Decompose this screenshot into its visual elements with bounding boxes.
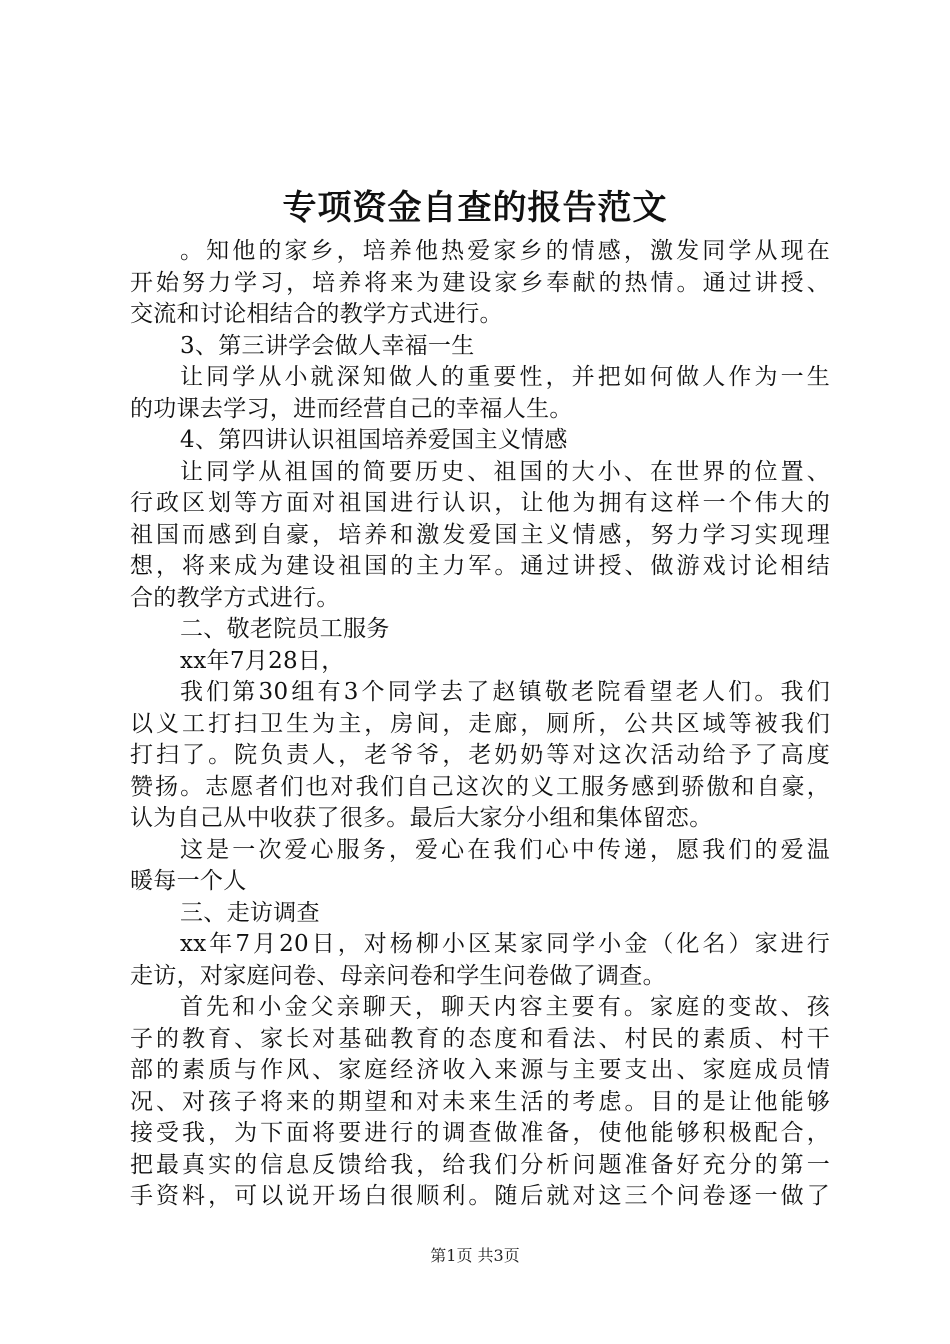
body-line: 的功课去学习，进而经营自己的幸福人生。 [130,395,573,422]
document-body [130,236,830,1213]
body-line: 走访，对家庭问卷、母亲问卷和学生问卷做了调查。 [130,962,666,989]
body-line: 接受我，为下面将要进行的调查做准备，使他能够积极配合， [130,1120,830,1146]
body-line: 让同学从祖国的简要历史、祖国的大小、在世界的位置、 [180,458,830,485]
section-heading: 二、敬老院员工服务 [180,616,390,642]
date-line: xx年7月28日， [180,647,345,674]
body-line: 合的教学方式进行。 [130,584,340,611]
body-line: 祖国而感到自豪，培养和激发爱国主义情感，努力学习实现理 [130,521,830,548]
section-heading: 3、第三讲学会做人幸福一生 [180,332,475,359]
body-line: 子的教育、家长对基础教育的态度和看法、村民的素质、村干 [130,1025,830,1052]
body-line: 首先和小金父亲聊天，聊天内容主要有。家庭的变故、孩 [180,994,830,1020]
body-line: 赞扬。志愿者们也对我们自己这次的义工服务感到骄傲和自豪， [130,773,830,800]
body-line: 手资料，可以说开场白很顺利。随后就对这三个问卷逐一做了 [130,1183,830,1209]
body-line: 。知他的家乡，培养他热爱家乡的情感，激发同学从现在 [180,238,830,264]
body-line: 开始努力学习，培养将来为建设家乡奉献的热情。通过讲授、 [130,269,830,296]
body-line: 部的素质与作风、家庭经济收入来源与主要支出、家庭成员情 [130,1057,830,1083]
body-line: 暖每一个人 [130,868,247,894]
body-line: 交流和讨论相结合的教学方式进行。 [130,301,503,327]
body-line: 想，将来成为建设祖国的主力军。通过讲授、做游戏讨论相结 [130,553,830,579]
body-line: 让同学从小就深知做人的重要性，并把如何做人作为一生 [180,364,830,390]
body-line: xx年7月20日，对杨柳小区某家同学小金（化名）家进行 [180,931,830,957]
body-line: 行政区划等方面对祖国进行认识，让他为拥有这样一个伟大的 [130,490,830,516]
body-line: 打扫了。院负责人，老爷爷，老奶奶等对这次活动给予了高度 [130,742,830,768]
page-footer: 第1页 共3页 [430,1246,520,1265]
body-line: 我们第30组有3个同学去了赵镇敬老院看望老人们。我们 [180,679,830,705]
section-heading: 三、走访调查 [180,899,320,926]
body-line: 认为自己从中收获了很多。最后大家分小组和集体留恋。 [130,805,713,831]
body-line: 把最真实的信息反馈给我，给我们分析问题准备好充分的第一 [130,1151,830,1178]
document-title: 专项资金自查的报告范文 [282,188,668,228]
body-line: 况、对孩子将来的期望和对未来生活的考虑。目的是让他能够 [130,1088,830,1115]
section-heading: 4、第四讲认识祖国培养爱国主义情感 [180,427,568,453]
body-line: 以义工打扫卫生为主，房间，走廊，厕所，公共区域等被我们 [130,710,830,737]
body-line: 这是一次爱心服务，爱心在我们心中传递，愿我们的爱温 [180,836,830,863]
